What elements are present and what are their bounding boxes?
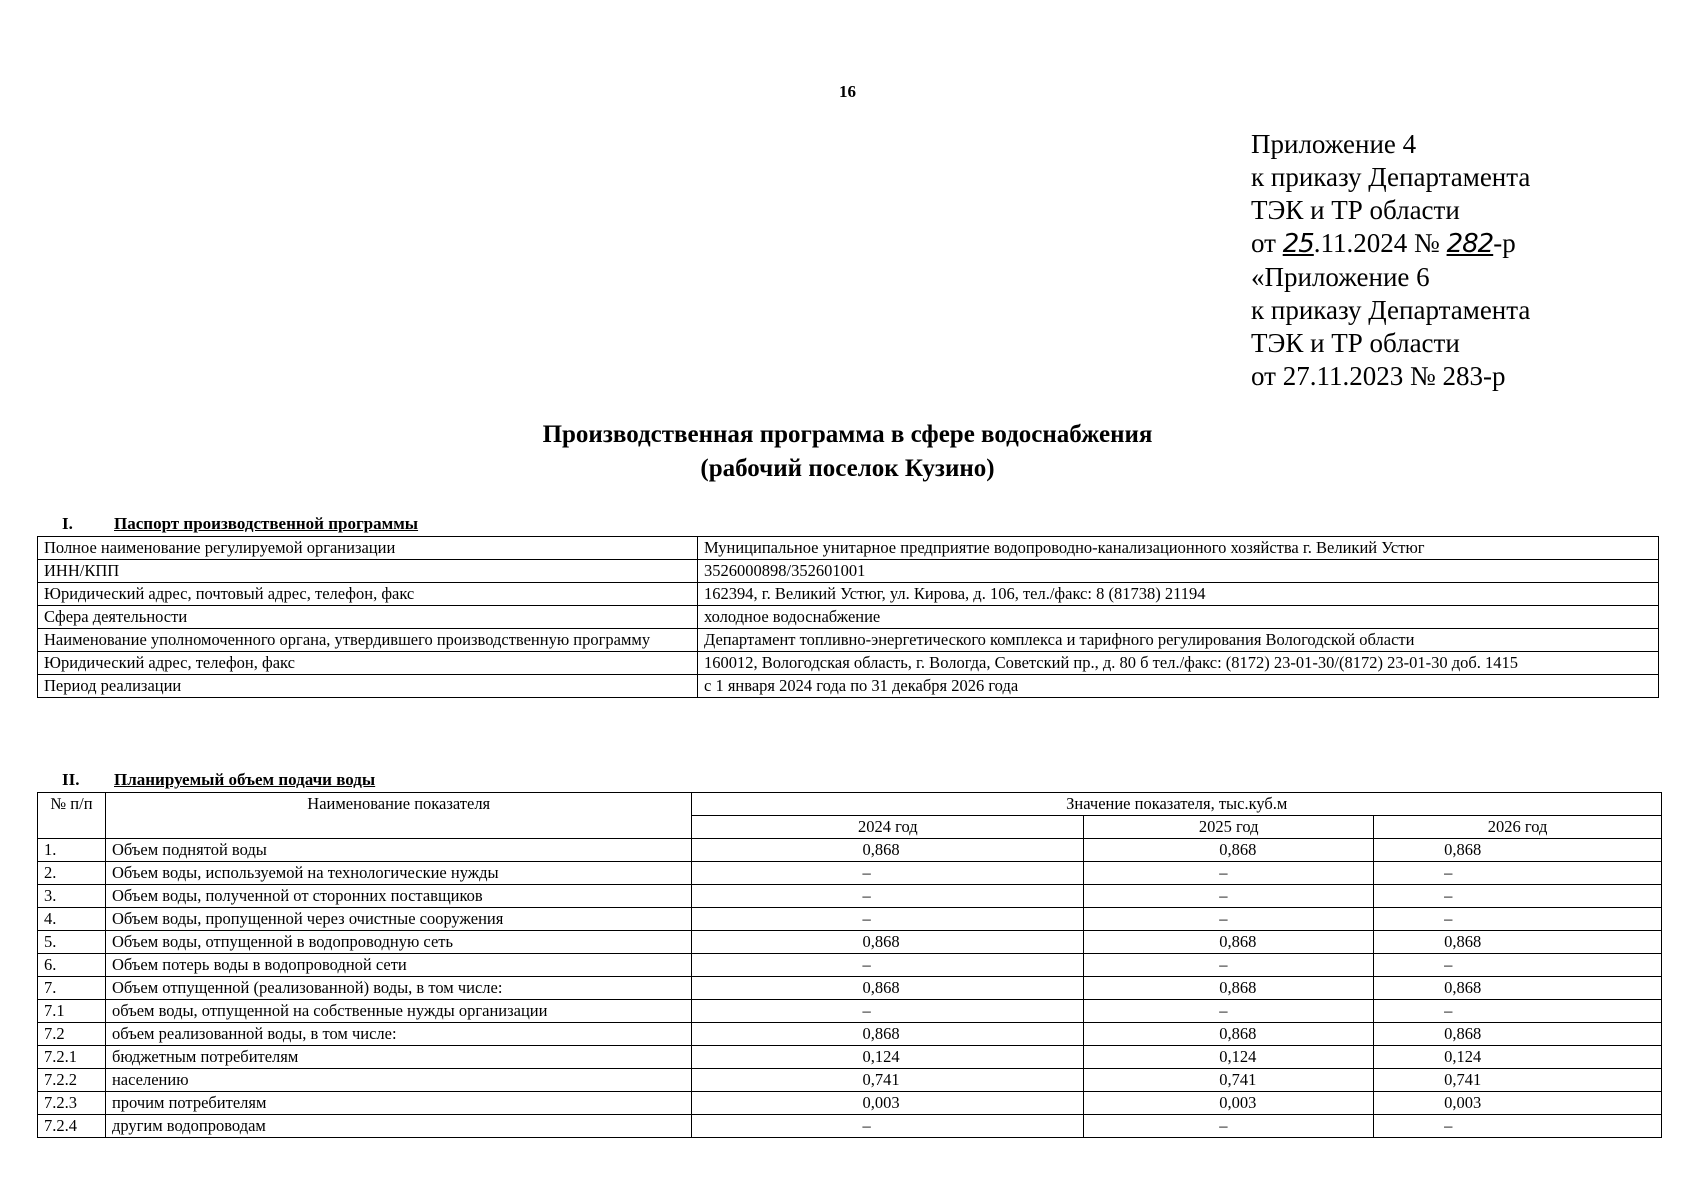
passport-table <box>37 536 1659 698</box>
volume-table <box>37 792 1662 1138</box>
year-header: 2026 год <box>1374 816 1662 839</box>
section-1-number: I. <box>62 514 73 533</box>
appendix-line: «Приложение 6 <box>1251 262 1430 292</box>
row-indicator-name: объем воды, отпущенной на собственные нужды организации <box>105 1000 692 1023</box>
volume-row <box>38 931 1662 954</box>
appendix-line: к приказу Департамента <box>1251 295 1531 325</box>
year-header: 2025 год <box>1084 816 1374 839</box>
appendix-line: ТЭК и ТР области <box>1251 195 1460 225</box>
row-number: 7.1 <box>38 1000 106 1023</box>
row-value-2026: – <box>1374 954 1662 977</box>
section-2-title: Планируемый объем подачи воды <box>114 770 376 789</box>
row-value-2025: 0,868 <box>1084 1023 1374 1046</box>
title-line-2: (рабочий поселок Кузино) <box>700 455 995 482</box>
row-value-2024: 0,868 <box>692 931 1084 954</box>
row-number: 7.2.4 <box>38 1115 106 1138</box>
passport-value: с 1 января 2024 года по 31 декабря 2026 года <box>698 675 1659 698</box>
appendix-order-line <box>1251 227 1530 261</box>
row-number: 6. <box>38 954 106 977</box>
row-value-2025: 0,003 <box>1084 1092 1374 1115</box>
row-number: 2. <box>38 862 106 885</box>
document-title <box>0 418 1695 486</box>
row-value-2026: 0,741 <box>1374 1069 1662 1092</box>
passport-value: 3526000898/352601001 <box>698 560 1659 583</box>
page-number: 16 <box>839 82 856 101</box>
passport-row <box>38 606 1659 629</box>
row-number: 7.2 <box>38 1023 106 1046</box>
volume-row <box>38 1092 1662 1115</box>
row-indicator-name: другим водопроводам <box>105 1115 692 1138</box>
passport-value: Муниципальное унитарное предприятие водопроводно-канализационного хозяйства г. Великий Устюг <box>698 537 1659 560</box>
row-value-2024: – <box>692 954 1084 977</box>
row-value-2026: 0,003 <box>1374 1092 1662 1115</box>
passport-key: Полное наименование регулируемой организации <box>38 537 698 560</box>
section-1-title: Паспорт производственной программы <box>114 514 419 533</box>
volume-row <box>38 954 1662 977</box>
year-header: 2024 год <box>692 816 1084 839</box>
row-number: 7.2.3 <box>38 1092 106 1115</box>
volume-row <box>38 977 1662 1000</box>
row-value-2026: – <box>1374 908 1662 931</box>
passport-key: ИНН/КПП <box>38 560 698 583</box>
passport-row <box>38 560 1659 583</box>
handwritten-number: 282 <box>1446 229 1494 259</box>
row-indicator-name: Объем потерь воды в водопроводной сети <box>105 954 692 977</box>
volume-row <box>38 908 1662 931</box>
row-indicator-name: Объем воды, отпущенной в водопроводную сеть <box>105 931 692 954</box>
appendix-line: Приложение 4 <box>1251 129 1417 159</box>
row-value-2025: – <box>1084 1115 1374 1138</box>
row-value-2024: 0,124 <box>692 1046 1084 1069</box>
order-mid: .11.2024 № <box>1313 228 1447 258</box>
row-value-2024: 0,868 <box>692 839 1084 862</box>
row-value-2026: 0,868 <box>1374 1023 1662 1046</box>
row-number: 5. <box>38 931 106 954</box>
appendix-line: от 27.11.2023 № 283-р <box>1251 361 1506 391</box>
row-value-2026: 0,868 <box>1374 931 1662 954</box>
appendix-line: к приказу Департамента <box>1251 162 1531 192</box>
appendix-block <box>1251 128 1530 393</box>
appendix-line: ТЭК и ТР области <box>1251 328 1460 358</box>
row-value-2024: 0,741 <box>692 1069 1084 1092</box>
passport-value: 160012, Вологодская область, г. Вологда, Советский пр., д. 80 б тел./факс: (8172) 23-01-30/(8172) 23-01-30 доб. 1415 <box>698 652 1659 675</box>
passport-key: Юридический адрес, телефон, факс <box>38 652 698 675</box>
row-value-2025: 0,868 <box>1084 977 1374 1000</box>
passport-row <box>38 652 1659 675</box>
volume-row <box>38 1115 1662 1138</box>
row-indicator-name: Объем воды, полученной от сторонних поставщиков <box>105 885 692 908</box>
volume-row <box>38 1046 1662 1069</box>
row-number: 4. <box>38 908 106 931</box>
row-value-2024: 0,868 <box>692 977 1084 1000</box>
row-value-2025: – <box>1084 885 1374 908</box>
passport-key: Период реализации <box>38 675 698 698</box>
row-value-2026: – <box>1374 1115 1662 1138</box>
order-prefix: от <box>1251 228 1283 258</box>
volume-row <box>38 1000 1662 1023</box>
passport-key: Наименование уполномоченного органа, утвердившего производственную программу <box>38 629 698 652</box>
volume-row <box>38 1023 1662 1046</box>
title-line-1: Производственная программа в сфере водоснабжения <box>542 421 1153 448</box>
row-indicator-name: Объем воды, пропущенной через очистные сооружения <box>105 908 692 931</box>
row-number: 7.2.1 <box>38 1046 106 1069</box>
section-2-heading <box>62 770 375 790</box>
row-value-2026: 0,868 <box>1374 839 1662 862</box>
row-indicator-name: объем реализованной воды, в том числе: <box>105 1023 692 1046</box>
volume-header-row <box>38 793 1662 816</box>
section-1-heading <box>62 514 418 534</box>
passport-value: 162394, г. Великий Устюг, ул. Кирова, д. 106, тел./факс: 8 (81738) 21194 <box>698 583 1659 606</box>
passport-row <box>38 537 1659 560</box>
row-value-2025: 0,868 <box>1084 839 1374 862</box>
row-number: 7.2.2 <box>38 1069 106 1092</box>
volume-row <box>38 839 1662 862</box>
row-value-2024: – <box>692 1000 1084 1023</box>
row-value-2025: 0,741 <box>1084 1069 1374 1092</box>
passport-value: Департамент топливно-энергетического комплекса и тарифного регулирования Вологодской области <box>698 629 1659 652</box>
col-number-header: № п/п <box>38 793 106 839</box>
section-2-number: II. <box>62 770 80 789</box>
passport-row <box>38 675 1659 698</box>
row-number: 1. <box>38 839 106 862</box>
row-number: 7. <box>38 977 106 1000</box>
row-indicator-name: населению <box>105 1069 692 1092</box>
handwritten-day: 25 <box>1282 229 1314 259</box>
row-value-2026: – <box>1374 862 1662 885</box>
row-value-2025: – <box>1084 862 1374 885</box>
order-suffix: -р <box>1493 228 1516 258</box>
row-value-2024: 0,003 <box>692 1092 1084 1115</box>
row-indicator-name: Объем поднятой воды <box>105 839 692 862</box>
passport-row <box>38 629 1659 652</box>
volume-row <box>38 1069 1662 1092</box>
row-value-2025: – <box>1084 954 1374 977</box>
row-value-2024: – <box>692 1115 1084 1138</box>
row-value-2025: – <box>1084 1000 1374 1023</box>
row-value-2025: 0,868 <box>1084 931 1374 954</box>
row-number: 3. <box>38 885 106 908</box>
row-value-2024: 0,868 <box>692 1023 1084 1046</box>
row-value-2024: – <box>692 885 1084 908</box>
row-indicator-name: прочим потребителям <box>105 1092 692 1115</box>
row-indicator-name: бюджетным потребителям <box>105 1046 692 1069</box>
col-name-header: Наименование показателя <box>105 793 692 839</box>
row-value-2024: – <box>692 908 1084 931</box>
passport-value: холодное водоснабжение <box>698 606 1659 629</box>
volume-row <box>38 885 1662 908</box>
passport-key: Сфера деятельности <box>38 606 698 629</box>
row-value-2026: 0,124 <box>1374 1046 1662 1069</box>
passport-row <box>38 583 1659 606</box>
row-value-2024: – <box>692 862 1084 885</box>
row-indicator-name: Объем отпущенной (реализованной) воды, в том числе: <box>105 977 692 1000</box>
volume-row <box>38 862 1662 885</box>
passport-key: Юридический адрес, почтовый адрес, телефон, факс <box>38 583 698 606</box>
row-value-2025: 0,124 <box>1084 1046 1374 1069</box>
row-value-2025: – <box>1084 908 1374 931</box>
row-value-2026: 0,868 <box>1374 977 1662 1000</box>
row-indicator-name: Объем воды, используемой на технологические нужды <box>105 862 692 885</box>
col-value-header: Значение показателя, тыс.куб.м <box>692 793 1662 816</box>
row-value-2026: – <box>1374 1000 1662 1023</box>
row-value-2026: – <box>1374 885 1662 908</box>
